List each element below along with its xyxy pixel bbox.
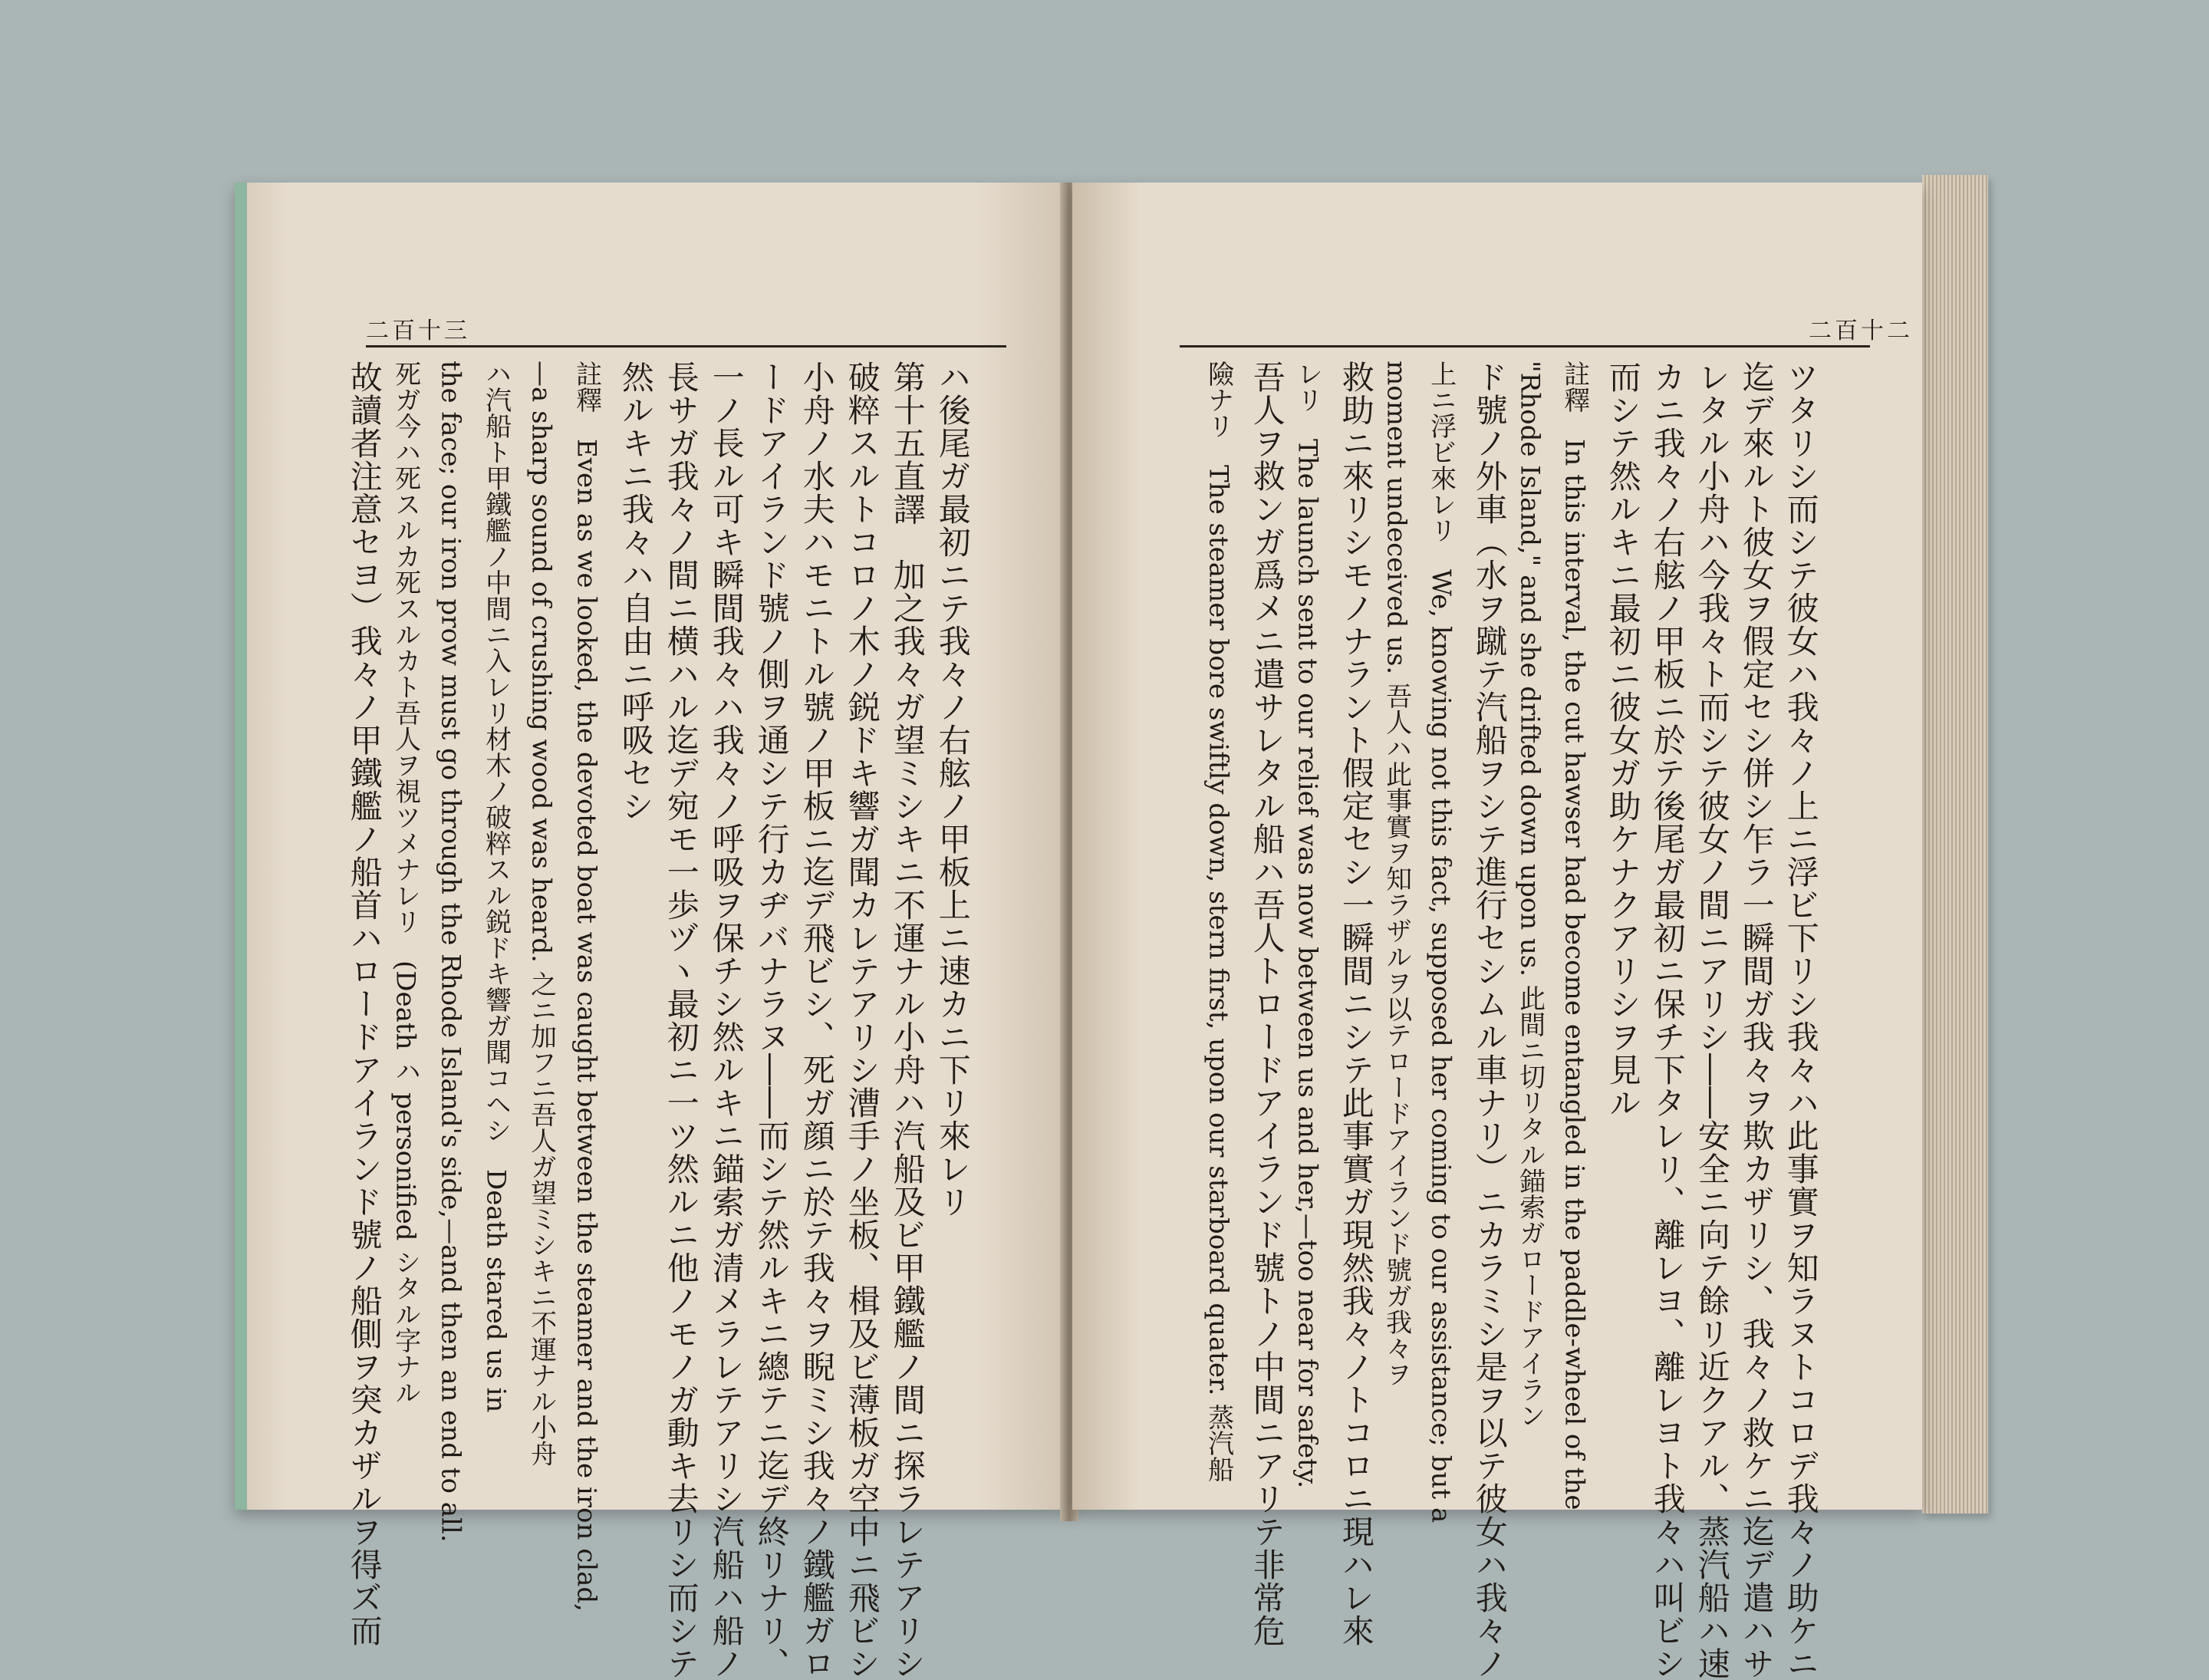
text-column: ードアイランド號ノ側ヲ通シテ行カヂバナラヌ――而シテ然ルキニ總テニ迄デ終リナリ、 (752, 361, 791, 1680)
text-column: 上ニ浮ビ來レリ We, knowing not this fact, supposed her coming to our assistance; but a (1425, 361, 1457, 1524)
right-page (1072, 183, 1922, 1680)
text-column: the face; our iron prow must go through the Rhode Island's side,—and then an end to all. (435, 361, 466, 1543)
text-column: 一ノ長ル可キ瞬間我々ハ我々ノ呼吸ヲ保チシ然ルキニ錨索ガ清メラレテアリシ汽船ハ船ノ (707, 361, 746, 1680)
text-column: 破粹スルトコロノ木ノ鋭ドキ響ガ聞カレテアリシ漕手ノ坐板、楫及ビ薄板ガ空中ニ飛ビシ (843, 361, 881, 1680)
text-column: ハ汽船ト甲鐵艦ノ中間ニ入レリ材木ノ破粹スル鋭ドキ響ガ聞コヘシ Death stared us in (480, 361, 512, 1413)
text-column: 救助ニ來リシモノナラント假定セシ一瞬間ニシテ此事實ガ現然我々ノトコロニ現ハレ來 (1337, 361, 1375, 1647)
text-column: 險ナリ The steamer bore swiftly down, stern first, upon our starboard quater. 蒸汽船 (1203, 361, 1234, 1483)
page-edges (1922, 175, 1988, 1514)
text-column: カニ我々ノ右舷ノ甲板ニ於テ後尾ガ最初ニ保チ下タレリ、離レヨ、離レヨト我々ハ叫ビシ (1648, 361, 1687, 1680)
text-column: 小舟ノ水夫ハモニトル號ノ甲板ニ迄デ飛ビシ、死ガ顔ニ於テ我々ヲ睨ミシ我々ノ鐵艦ガロ (798, 361, 836, 1680)
text-column: レタル小舟ハ今我々ト而シテ彼女ノ間ニアリシ――安全ニ向テ餘リ近クアル、蒸汽船ハ速 (1693, 361, 1731, 1680)
header-rule-left (366, 345, 1006, 348)
page-number-right: 二百十二 (1809, 318, 1913, 344)
header-rule-right (1180, 345, 1870, 348)
text-column: "Rhode Island," and she drifted down upon us. 此間ニ切リタル錨索ガロードアイラン (1514, 361, 1546, 1428)
text-column: 故讀者注意セヨ）我々ノ甲鐵艦ノ船首ハロードアイランド號ノ船側ヲ突カザルヲ得ズ而 (345, 361, 384, 1647)
text-column: 長サガ我々ノ間ニ横ハル迄デ宛モ一歩ヅヽ最初ニ一ツ然ルニ他ノモノガ動キ去リシ而シテ (662, 361, 700, 1680)
text-column: 註釋 Even as we looked, the devoted boat was caught between the steamer and the iron clad, (571, 361, 602, 1612)
text-column: 然ルキニ我々ハ自由ニ呼吸セシ (617, 361, 655, 822)
text-column: 而シテ然ルキニ最初ニ彼女ガ助ケナクアリシヲ見ル (1604, 361, 1642, 1119)
open-book (221, 175, 1993, 1680)
text-column: 第十五直譯 加之我々ガ望ミシキニ不運ナル小舟ハ汽船及ビ甲鐵艦ノ間ニ探ラレテアリシ (888, 361, 927, 1680)
text-column: —a sharp sound of crushing wood was heard. 之ニ加フニ吾人ガ望ミシキニ不運ナル小舟 (525, 361, 557, 1467)
text-column: 註釋 In this interval, the cut hawser had become entangled in the paddle-wheel of the (1559, 361, 1590, 1510)
text-column: 迄デ來ルト彼女ヲ假定セシ併シ乍ラ一瞬間ガ我々ヲ欺カザリシ、我々ノ救ケニ迄デ遣ハサ (1737, 361, 1776, 1680)
page-number-left: 二百十三 (366, 318, 470, 344)
text-column: moment undeceived us. 吾人ハ此事實ヲ知ラザルヲ以テロードアイランド號ガ我々ヲ (1381, 361, 1412, 1388)
text-column: ツタリシ而シテ彼女ハ我々ノ上ニ浮ビ下リシ我々ハ此事實ヲ知ラヌトコロデ我々ノ助ケニ (1782, 361, 1820, 1680)
text-column: 死ガ今ハ死スルカ死スルカト吾人ヲ視ツメナレリ (Death ハ personified シタル字ナル (390, 361, 421, 1406)
text-column: レリ The launch sent to our relief was now between us and her,—too near for safety. (1292, 361, 1323, 1489)
text-column: 吾人ヲ救ンガ爲メニ遣サレタル船ハ吾人トロードアイランド號トノ中間ニアリテ非常危 (1248, 361, 1286, 1647)
text-column: ハ後尾ガ最初ニテ我々ノ右舷ノ甲板上ニ速カニ下リ來レリ (933, 361, 972, 1218)
text-column: ド號ノ外車（水ヲ蹴テ汽船ヲシテ進行セシムル車ナリ）ニカラミシ是ヲ以テ彼女ハ我々ノ (1470, 361, 1509, 1680)
left-page (235, 183, 1075, 1680)
